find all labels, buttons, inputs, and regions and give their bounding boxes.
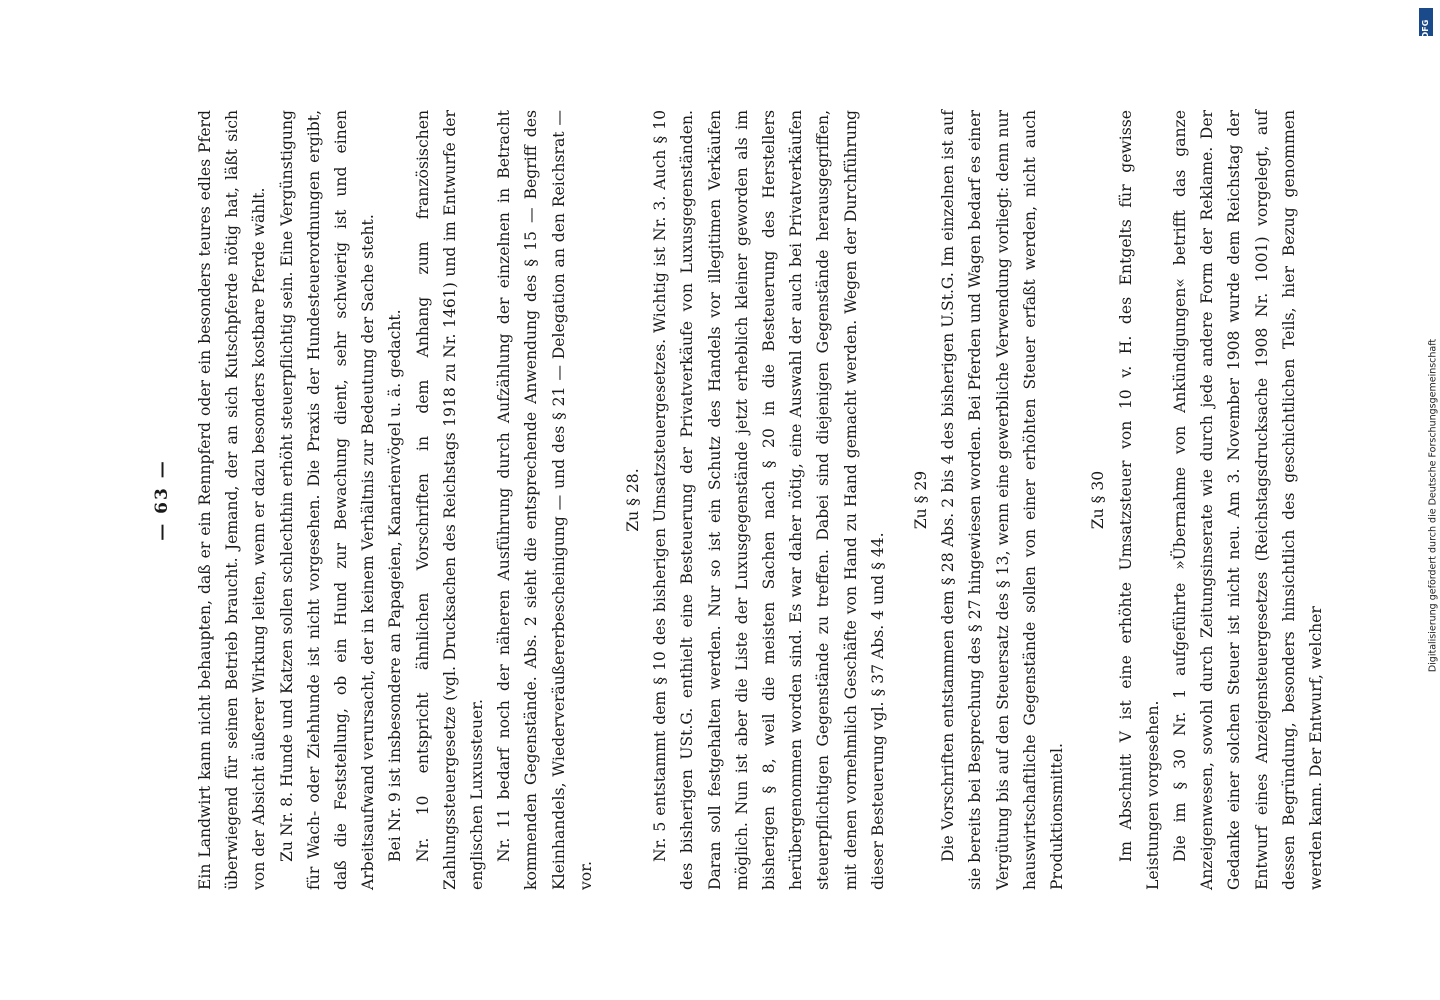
paragraph: Im Abschnitt V ist eine erhöhte Umsatzsteuer von 10 v. H. des Entgelts für gewisse Leistungen vorgesehen. bbox=[1116, 110, 1162, 890]
section-heading: Zu § 29 bbox=[912, 470, 931, 530]
page-body bbox=[192, 110, 1330, 890]
paragraph: Zu Nr. 8. Hunde und Katzen sollen schlechthin erhöht steuerpflichtig sein. Eine Vergünstigung für Wach- oder Ziehhunde ist nicht vorgesehen. Die Praxis der Hundesteuerordnungen ergibt, daß die Feststellung, ob ein Hund zur Bewachung dient, sehr schwierig ist und einen Arbeitsaufwand verursacht, der in keinem Verhältnis zur Bedeutung der Sache steht. bbox=[277, 110, 378, 890]
section-heading: Zu § 28. bbox=[624, 468, 643, 532]
scanned-page bbox=[152, 110, 1325, 890]
dfg-logo bbox=[1419, 8, 1433, 39]
paragraph: Bei Nr. 9 ist insbesondere an Papageien, Kanarienvögel u. ä. gedacht. bbox=[386, 309, 405, 862]
page-number: — 63 — bbox=[152, 459, 172, 541]
paragraph: Die im § 30 Nr. 1 aufgeführte »Übernahme von Ankündigungen« betrifft das ganze Anzeigenwesen, sowohl durch Zeitungsinserate wie durch jede andere Form der Reklame. Der Gedanke einer solchen Steuer ist nicht neu. Am 3. November 1908 wurde dem Reichstag der Entwurf eines Anzeigensteuergesetzes (Reichstagsdrucksache 1908 Nr. 1001) vorgelegt, auf dessen Begründung, besonders hinsichtlich des geschichtlichen Teils, hier Bezug genommen werden kann. Der Entwurf, welcher bbox=[1170, 110, 1325, 890]
paragraph: Nr. 10 entspricht ähnlichen Vorschriften in dem Anhang zum französischen Zahlungssteuergesetze (vgl. Drucksachen des Reichstags 1918 zu Nr. 1461) und im Entwurfe der englischen Luxussteuer. bbox=[413, 110, 487, 890]
funding-note bbox=[1426, 200, 1440, 800]
paragraph: Nr. 11 bedarf noch der näheren Ausführung durch Aufzählung der einzelnen in Betracht kommenden Gegenstände. Abs. 2 sieht die entsprechende Anwendung des § 15 — Begriff des Kleinhandels, Wiederveräußererbescheinigung — und des § 21 — Delegation an den Reichsrat — vor. bbox=[495, 110, 595, 890]
paragraph: Ein Landwirt kann nicht behaupten, daß er ein Rennpferd oder ein besonders teures edles Pferd überwiegend für seinen Betrieb braucht. Jemand, der an sich Kutschpferde nötig hat, läßt sich von der Absicht äußerer Wirkung leiten, wenn er dazu besonders kostbare Pferde wählt. bbox=[196, 110, 269, 890]
funding-note-text: Digitalisierung gefördert durch die Deutsche Forschungsgemeinschaft bbox=[1427, 338, 1439, 673]
dfg-logo-text: DFG bbox=[1421, 19, 1430, 39]
paragraph: Nr. 5 entstammt dem § 10 des bisherigen Umsatzsteuergesetzes. Wichtig ist Nr. 3. Auch § 10 des bisherigen USt.G. enthielt eine Besteuerung der Privatverkäufe von Luxusgegenständen. Daran soll festgehalten werden. Nur so ist ein Schutz des Handels vor illegitimen Verkäufen möglich. Nun ist aber die Liste der Luxusgegenstände jetzt erheblich kleiner geworden als im bisherigen § 8, weil die meisten Sachen nach § 20 in die Besteuerung des Herstellers herübergenommen worden sind. Es war daher nötig, eine Auswahl der auch bei Privatverkäufen steuerpflichtigen Gegenstände zu treffen. Dabei sind diejenigen Gegenstände herausgegriffen, mit denen vornehmlich Geschäfte von Hand zu Hand gemacht werden. Wegen der Durchführung dieser Besteuerung vgl. § 37 Abs. 4 und § 44. bbox=[651, 110, 887, 890]
paragraph: Die Vorschriften entstammen dem § 28 Abs. 2 bis 4 des bisherigen U.St.G. Im einzelnen ist auf sie bereits bei Besprechung des § 27 hingewiesen worden. Bei Pferden und Wagen bedarf es einer Vergütung bis auf den Steuersatz des § 13, wenn eine gewerbliche Verwendung vorliegt: denn nur hauswirtschaftliche Gegenstände sollen von einer erhöhten Steuer erfaßt werden, nicht auch Produktionsmittel. bbox=[939, 110, 1067, 890]
section-heading: Zu § 30 bbox=[1089, 470, 1108, 530]
